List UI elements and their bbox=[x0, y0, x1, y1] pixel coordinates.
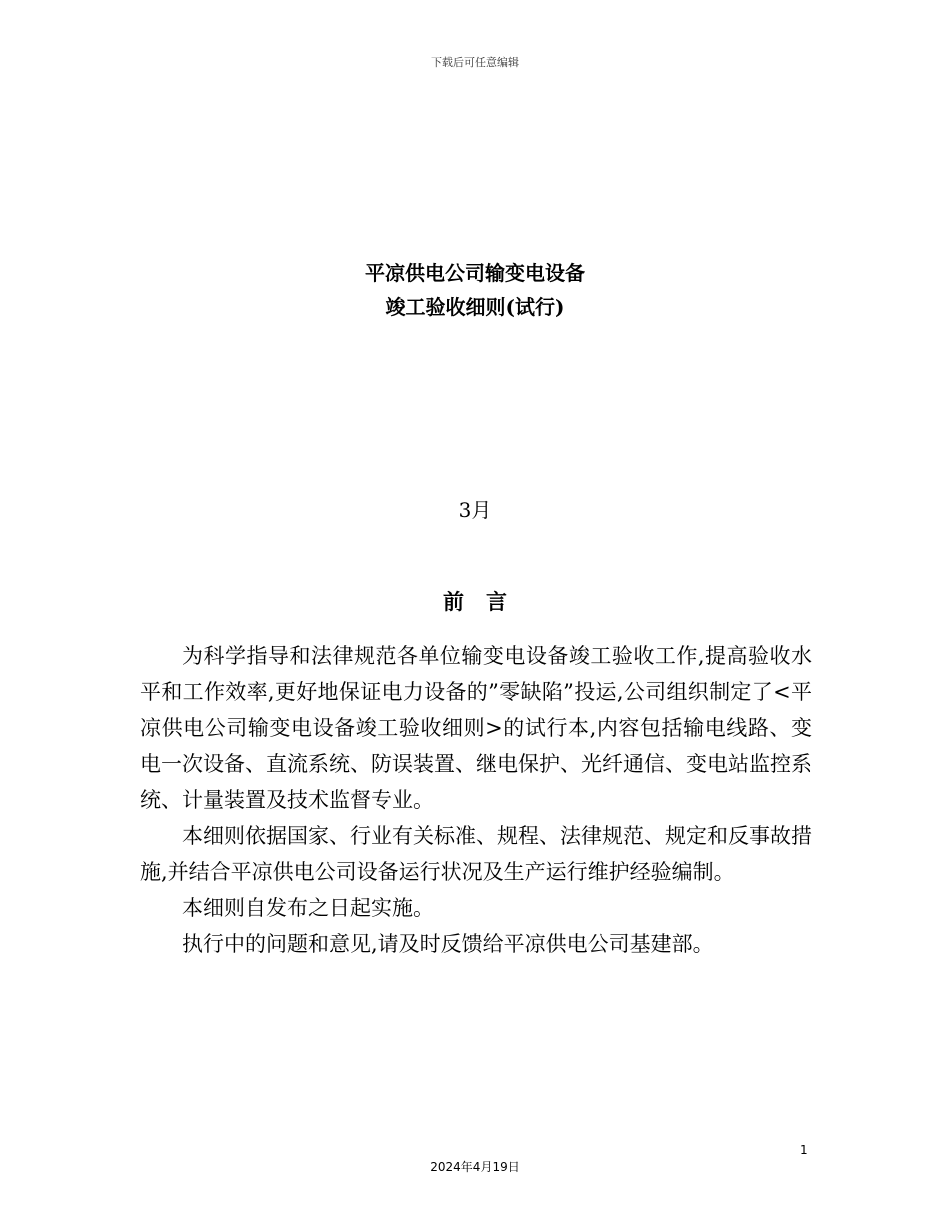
preface-body bbox=[140, 638, 812, 962]
preface-paragraph-1: 为科学指导和法律规范各单位输变电设备竣工验收工作,提高验收水平和工作效率,更好地保证电力设备的”零缺陷”投运,公司组织制定了<平凉供电公司输变电设备竣工验收细则>的试行本,内容包括输电线路、变电一次设备、直流系统、防误装置、继电保护、光纤通信、变电站监控系统、计量装置及技术监督专业。 bbox=[140, 644, 812, 812]
preface-heading: 前言 bbox=[443, 589, 529, 614]
footer-date: 2024年4月19日 bbox=[430, 1160, 520, 1174]
preface-paragraph-4: 执行中的问题和意见,请及时反馈给平凉供电公司基建部。 bbox=[182, 932, 714, 956]
header-note: 下载后可任意编辑 bbox=[431, 56, 519, 69]
page-number: 1 bbox=[800, 1143, 808, 1157]
preface-paragraph-3: 本细则自发布之日起实施。 bbox=[182, 896, 434, 920]
document-date: 3月 bbox=[458, 498, 492, 522]
title-line-1: 平凉供电公司输变电设备 bbox=[365, 261, 585, 285]
preface-paragraph-2: 本细则依据国家、行业有关标准、规程、法律规范、规定和反事故措施,并结合平凉供电公司设备运行状况及生产运行维护经验编制。 bbox=[140, 824, 812, 884]
title-line-2: 竣工验收细则(试行) bbox=[385, 295, 565, 319]
document-title bbox=[0, 256, 950, 324]
